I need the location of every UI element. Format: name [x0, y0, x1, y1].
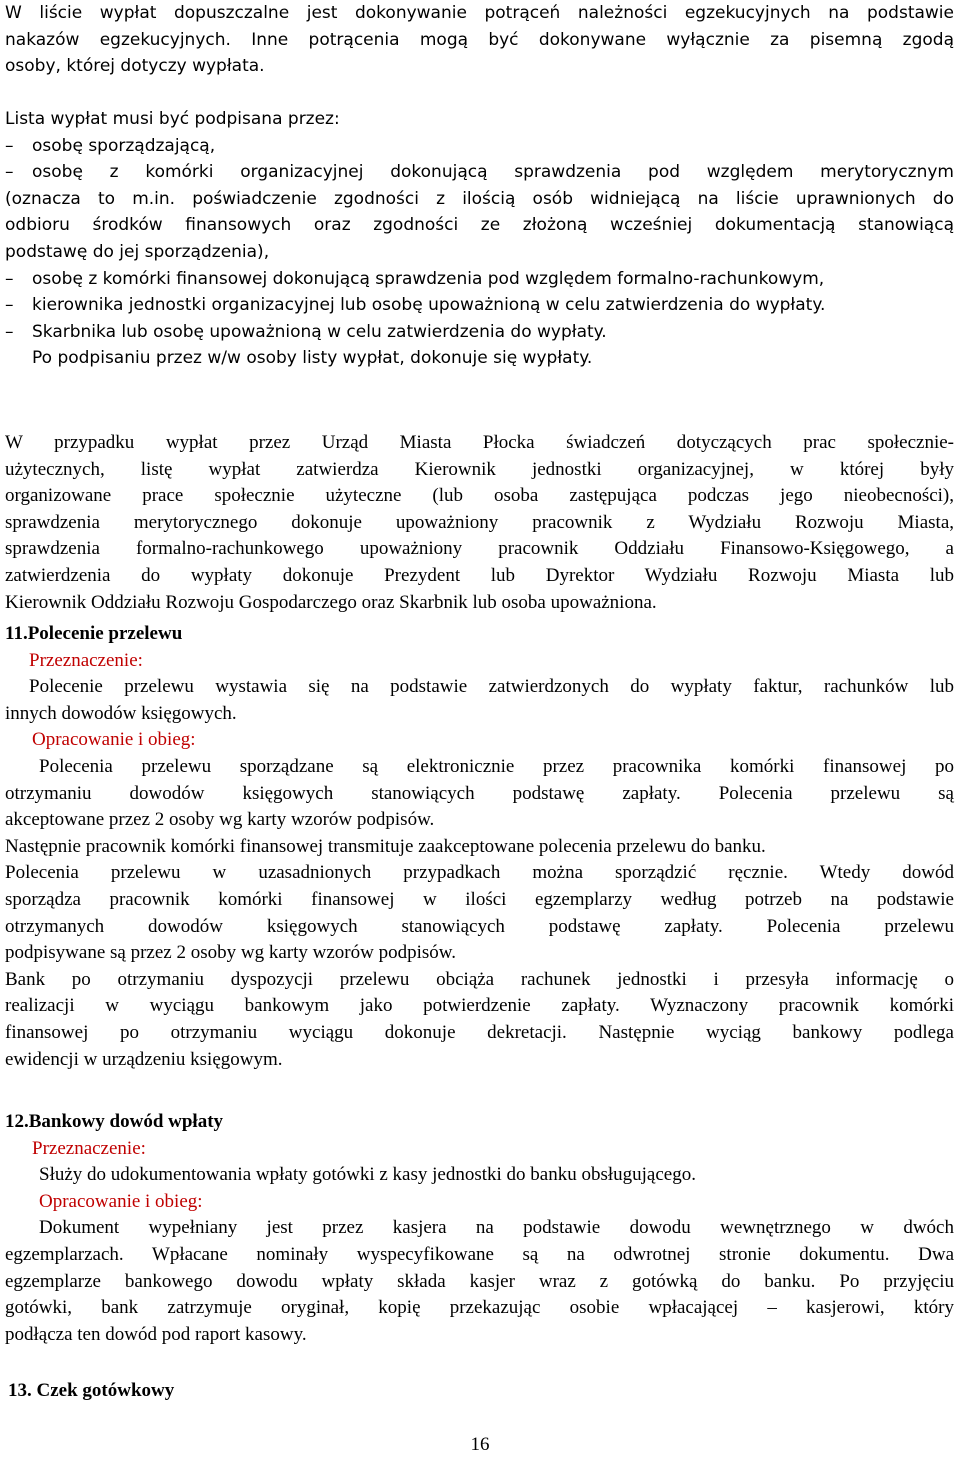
- text-line: realizacji w wyciągu bankowym jako potwierdzenie zapłaty. Wyznaczony pracownik komórki: [5, 995, 954, 1017]
- section-12: [5, 1109, 954, 1348]
- text-line: zatwierdzenia do wypłaty dokonuje Prezydent lub Dyrektor Wydziału Rozwoju Miasta lub: [5, 564, 954, 586]
- text-line: Służy do udokumentowania wpłaty gotówki z kasy jednostki do banku obsługującego.: [39, 1164, 696, 1186]
- text-line: nakazów egzekucyjnych. Inne potrącenia mogą być dokonywane wyłącznie za pisemną zgodą: [5, 29, 954, 50]
- dash-bullet: –: [5, 135, 14, 156]
- text-line: egzemplarzach. Wpłacane nominały wyspecyfikowane są na odwrotnej stronie dokumentu. Dwa: [5, 1243, 954, 1265]
- text-line: ewidencji w urządzeniu księgowym.: [5, 1048, 283, 1070]
- public-works-paragraph: [5, 430, 954, 616]
- dash-bullet: –: [5, 321, 14, 342]
- text-line: Bank po otrzymaniu dyspozycji przelewu obciąża rachunek jednostki i przesyła informację o: [5, 968, 954, 990]
- signatories-intro: Lista wypłat musi być podpisana przez:: [5, 109, 340, 129]
- process-label: Opracowanie i obieg:: [39, 1190, 203, 1212]
- text-line: otrzymaniu dowodów księgowych stanowiących podstawę zapłaty. Polecenia przelewu są: [5, 782, 954, 804]
- text-line: finansowej po otrzymaniu wyciągu dokonuje dekretacji. Następnie wyciąg bankowy podlega: [5, 1021, 954, 1043]
- text-line: odbioru środków finansowych oraz zgodności ze złożoną wcześniej dokumentacją stanowiącą: [5, 215, 954, 236]
- text-line: podpisywane są przez 2 osoby wg karty wzorów podpisów.: [5, 942, 456, 964]
- purpose-label: Przeznaczenie:: [29, 649, 143, 671]
- purpose-label: Przeznaczenie:: [32, 1137, 146, 1159]
- text-line: użytecznych, listę wypłat zatwierdza Kierownik jednostki organizacyjnej, w której były: [5, 458, 954, 480]
- section-heading: 12.Bankowy dowód wpłaty: [5, 1111, 224, 1132]
- signatories-block: [5, 106, 954, 372]
- text-line: Polecenia przelewu sporządzane są elektronicznie przez pracownika komórki finansowej po: [39, 755, 954, 777]
- list-item: – osobę sporządzającą,: [5, 133, 954, 160]
- text-line: Polecenia przelewu w uzasadnionych przypadkach można sporządzić ręcznie. Wtedy dowód: [5, 862, 954, 884]
- text-line: W przypadku wypłat przez Urząd Miasta Płocka świadczeń dotyczących prac społecznie-: [5, 432, 954, 453]
- dash-bullet: –: [5, 268, 14, 289]
- text-line: osoby, której dotyczy wypłata.: [5, 56, 265, 77]
- text-line: innych dowodów księgowych.: [5, 702, 237, 724]
- text-line: (oznacza to m.in. poświadczenie zgodności z ilością osób widniejącą na liście uprawnionych do: [5, 188, 954, 209]
- list-item: – Skarbnika lub osobę upoważnioną w celu zatwierdzenia do wypłaty.: [5, 319, 954, 346]
- section-heading: 11.Polecenie przelewu: [5, 623, 183, 644]
- after-signing-note: Po podpisaniu przez w/w osoby listy wypłat, dokonuje się wypłaty.: [32, 348, 593, 369]
- text-line: gotówki, bank zatrzymuje oryginał, kopię przekazując osobie wpłacającej – kasjerowi, który: [5, 1297, 954, 1319]
- text-line: podstawę do jej sporządzenia),: [5, 241, 270, 262]
- page-number: 16: [470, 1434, 490, 1455]
- text-line: Dokument wypełniany jest przez kasjera na podstawie dowodu wewnętrznego w dwóch: [39, 1217, 954, 1239]
- text-line: akceptowane przez 2 osoby wg karty wzorów podpisów.: [5, 809, 435, 831]
- dash-bullet: –: [5, 295, 14, 316]
- text-line: organizowane prace społecznie użyteczne (lub osoba zastępująca podczas jego nieobecności),: [5, 485, 954, 507]
- process-label: Opracowanie i obieg:: [32, 729, 196, 751]
- list-item: – kierownika jednostki organizacyjnej lub osobę upoważnioną w celu zatwierdzenia do wypłaty.: [5, 292, 954, 319]
- text-line: W liście wypłat dopuszczalne jest dokonywanie potrąceń należności egzekucyjnych na podstawie: [5, 3, 954, 23]
- text-line: Następnie pracownik komórki finansowej transmituje zaakceptowane polecenia przelewu do banku.: [5, 835, 766, 857]
- text-line: Kierownik Oddziału Rozwoju Gospodarczego oraz Skarbnik lub osoba upoważniona.: [5, 591, 657, 613]
- list-item: – osobę z komórki finansowej dokonującą sprawdzenia pod względem formalno-rachunkowym,: [5, 266, 954, 293]
- withholding-paragraph: [5, 0, 954, 80]
- section-13-heading: 13. Czek gotówkowy: [8, 1380, 175, 1401]
- text-line: sporządza pracownik komórki finansowej w ilości egzemplarzy według potrzeb na podstawie: [5, 888, 954, 910]
- dash-bullet: –: [5, 162, 14, 183]
- list-item: – osobę z komórki organizacyjnej dokonującą sprawdzenia pod względem merytorycznym: [5, 159, 954, 186]
- section-11: [5, 621, 954, 1073]
- text-line: sprawdzenia merytorycznego dokonuje upoważniony pracownik z Wydziału Rozwoju Miasta,: [5, 511, 954, 533]
- text-line: otrzymanych dowodów księgowych stanowiących podstawę zapłaty. Polecenia przelewu: [5, 915, 954, 937]
- text-line: sprawdzenia formalno-rachunkowego upoważniony pracownik Oddziału Finansowo-Księgowego, a: [5, 538, 954, 560]
- text-line: Polecenie przelewu wystawia się na podstawie zatwierdzonych do wypłaty faktur, rachunków lub: [29, 676, 954, 698]
- text-line: egzemplarze bankowego dowodu wpłaty składa kasjer wraz z gotówką do banku. Po przyjęciu: [5, 1270, 954, 1292]
- text-line: podłącza ten dowód pod raport kasowy.: [5, 1323, 307, 1345]
